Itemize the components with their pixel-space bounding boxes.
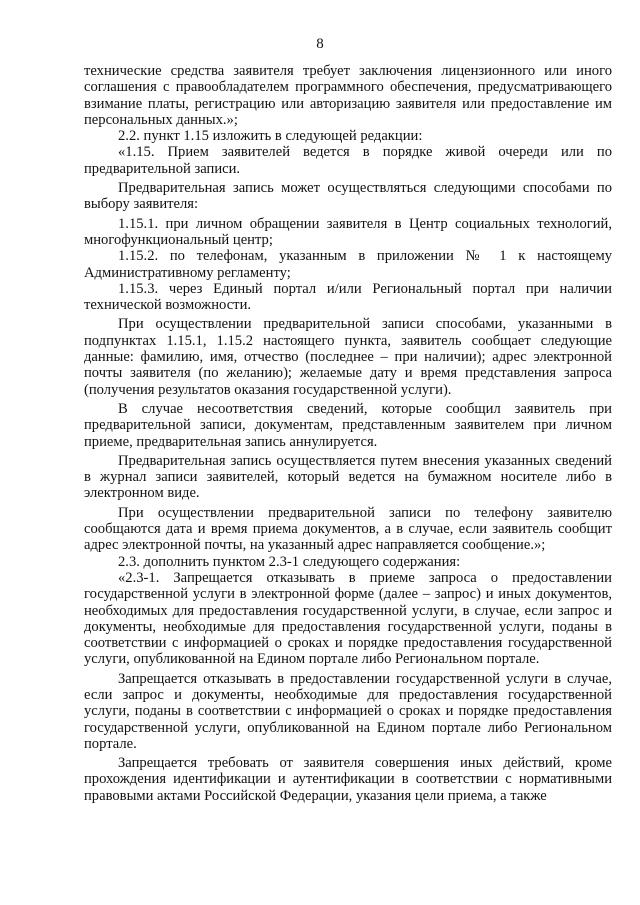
paragraph-continuation: технические средства заявителя требует заключения лицензионного или иного соглашения с правообладателем программного обеспечения, предусматривающего взимание платы, регистрацию или авторизацию заявителя или предоставление им персональных данных.»; — [84, 63, 612, 128]
paragraph-1-15: «1.15. Прием заявителей ведется в порядке живой очереди или по предварительной записи. — [84, 144, 612, 177]
paragraph-item-2-3: 2.3. дополнить пунктом 2.3-1 следующего содержания: — [118, 553, 461, 570]
document-body — [84, 63, 612, 804]
paragraph-preliminary-record-methods: Предварительная запись может осуществляться следующими способами по выбору заявителя: — [84, 180, 612, 213]
paragraph-1-15-1: 1.15.1. при личном обращении заявителя в Центр социальных технологий, многофункциональный центр; — [84, 215, 612, 248]
paragraph-1-15-3: 1.15.3. через Единый портал и/или Региональный портал при наличии технической возможности. — [84, 280, 612, 314]
paragraph-applicant-data: При осуществлении предварительной записи способами, указанными в подпунктах 1.15.1, 1.15.2 настоящего пункта, заявитель сообщает следующие данные: фамилию, имя, отчество (последнее – при наличии); адрес электронной почты заявителя (по желанию); желаемые дату и время представления запроса (получения результатов оказания государственной услуги). — [84, 316, 612, 398]
paragraph-mismatch: В случае несоответствия сведений, которые сообщил заявитель при предварительной записи, документам, представленным заявителем при личном приеме, предварительная запись аннулируется. — [84, 400, 612, 450]
paragraph-refusal-prohibited: Запрещается отказывать в предоставлении государственной услуги в случае, если запрос и документы, необходимые для предоставления государственной услуги, поданы в соответствии с информацией о сроках и порядке предоставления государственной услуги, опубликованной на Едином портале либо Региональном портале. — [84, 670, 612, 752]
page-number: 8 — [316, 36, 324, 52]
paragraph-record-journal: Предварительная запись осуществляется путем внесения указанных сведений в журнал записи заявителей, который ведется на бумажном носителе либо в электронном виде. — [84, 452, 612, 502]
paragraph-item-2-2: 2.2. пункт 1.15 изложить в следующей редакции: — [118, 128, 423, 145]
paragraph-1-15-2: 1.15.2. по телефонам, указанным в приложении № 1 к настоящему Административному регламенту; — [84, 248, 612, 281]
paragraph-2-3-1: «2.3-1. Запрещается отказывать в приеме запроса о предоставлении государственной услуги в электронной форме (далее – запрос) и иных документов, необходимых для предоставления государственной услуги, в случае, если запрос и документы, необходимые для предоставления государственной услуги, поданы в соответствии с информацией о сроках и порядке предоставления государственной услуги, опубликованной на Едином портале либо Региональном портале. — [84, 569, 612, 668]
paragraph-actions-prohibited: Запрещается требовать от заявителя совершения иных действий, кроме прохождения идентификации и аутентификации в соответствии с нормативными правовыми актами Российской Федерации, указания цели приема, а также — [84, 755, 612, 804]
paragraph-phone-record: При осуществлении предварительной записи по телефону заявителю сообщаются дата и время приема документов, а в случае, если заявитель сообщит адрес электронной почты, на указанный адрес направляется сообщение.»; — [84, 504, 612, 554]
